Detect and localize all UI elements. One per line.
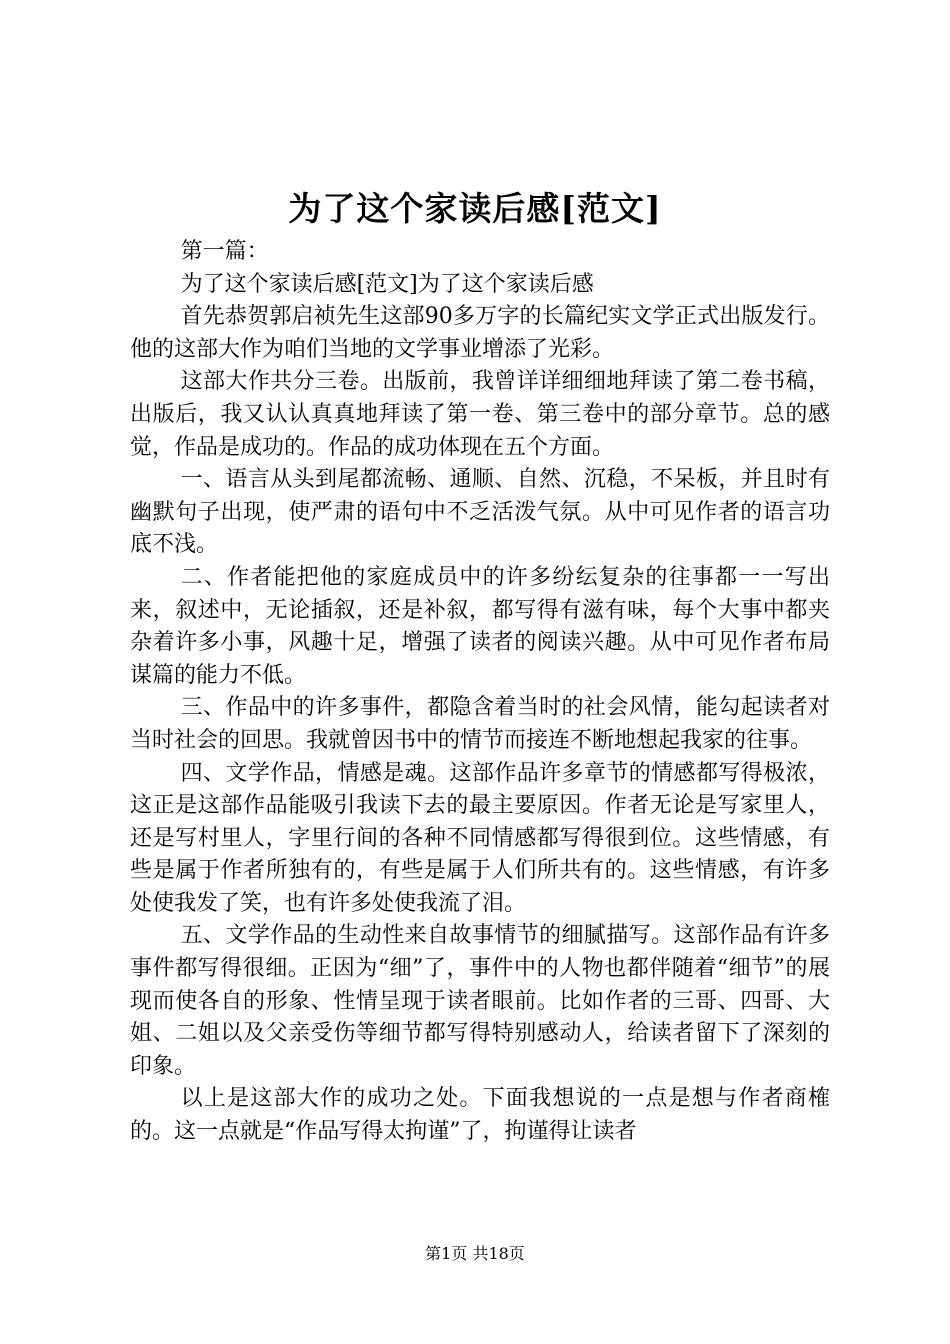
paragraph: 五、文学作品的生动性来自故事情节的细腻描写。这部作品有许多事件都写得很细。正因为“细”了，事件中的人物也都伴随着“细节”的展现而使各自的形象、性情呈现于读者眼前。比如作者的三哥、四哥、大姐、二姐以及父亲受伤等细节都写得特别感动人，给读者留下了深刻的印象。	[130, 923, 830, 1079]
paragraph: 一、语言从头到尾都流畅、通顺、自然、沉稳，不呆板，并且时有幽默句子出现，使严肃的语句中不乏活泼气氛。从中可见作者的语言功底不浅。	[130, 467, 830, 558]
page-footer: 第1页 共18页	[425, 1244, 525, 1263]
paragraph: 为了这个家读后感[范文]为了这个家读后感	[180, 271, 594, 297]
paragraph: 以上是这部大作的成功之处。下面我想说的一点是想与作者商榷的。这一点就是“作品写得太拘谨”了，拘谨得让读者	[130, 1086, 830, 1145]
paragraph: 这部大作共分三卷。出版前，我曾详详细细地拜读了第二卷书稿，出版后，我又认认真真地拜读了第一卷、第三卷中的部分章节。总的感觉，作品是成功的。作品的成功体现在五个方面。	[130, 369, 830, 460]
paragraph: 四、文学作品，情感是魂。这部作品许多章节的情感都写得极浓，这正是这部作品能吸引我读下去的最主要原因。作者无论是写家里人，还是写村里人，字里行间的各种不同情感都写得很到位。这些情感，有些是属于作者所独有的，有些是属于人们所共有的。这些情感，有许多处使我发了笑，也有许多处使我流了泪。	[130, 760, 830, 916]
paragraph: 二、作者能把他的家庭成员中的许多纷纭复杂的往事都一一写出来，叙述中，无论插叙，还是补叙，都写得有滋有味，每个大事中都夹杂着许多小事，风趣十足，增强了读者的阅读兴趣。从中可见作者布局谋篇的能力不低。	[130, 564, 830, 688]
document-title: 为了这个家读后感[范文]	[288, 189, 662, 228]
paragraph: 第一篇：	[180, 239, 269, 264]
paragraph: 三、作品中的许多事件，都隐含着当时的社会风情，能勾起读者对当时社会的回思。我就曾因书中的情节而接连不断地想起我家的往事。	[130, 695, 830, 753]
paragraph: 首先恭贺郭启祯先生这部90多万字的长篇纪实文学正式出版发行。他的这部大作为咱们当地的文学事业增添了光彩。	[130, 304, 830, 362]
document-body	[130, 236, 830, 1149]
